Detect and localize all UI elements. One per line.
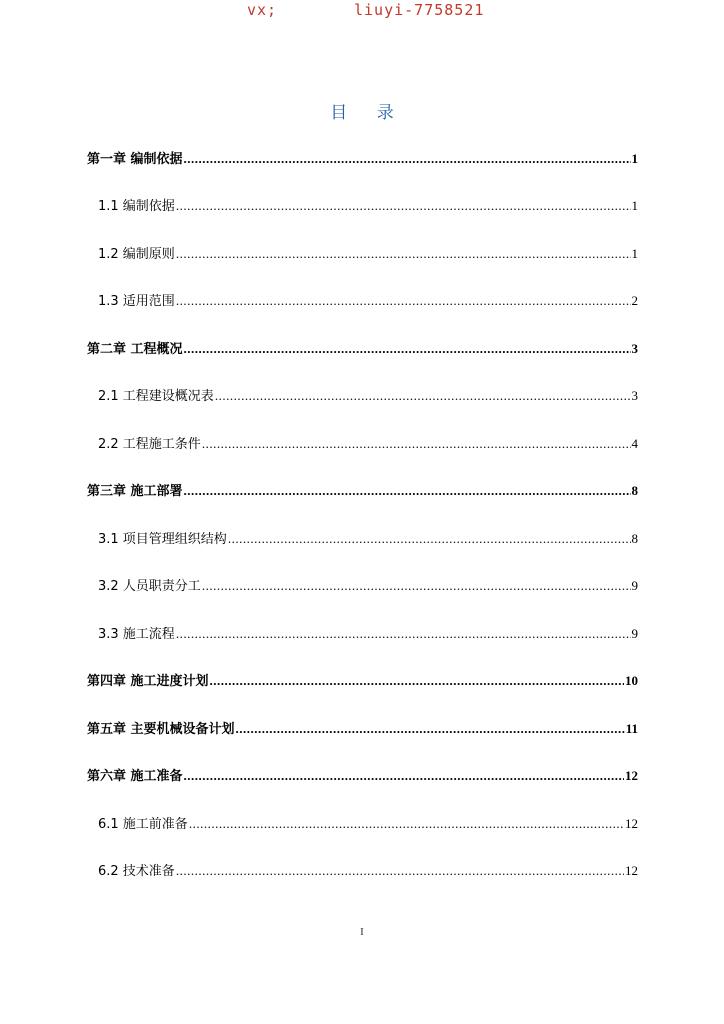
toc-entry-page: 1	[631, 198, 638, 213]
toc-entry[interactable]	[87, 151, 638, 168]
toc-entry-label: 3.2 人员职责分工	[98, 579, 201, 594]
toc-leader-dots	[176, 246, 631, 262]
toc-leader-dots	[184, 341, 631, 357]
toc-entry[interactable]	[98, 198, 638, 215]
toc-entry[interactable]	[98, 816, 638, 833]
toc-leader-dots	[176, 293, 631, 309]
toc-entry-page: 10	[625, 673, 638, 688]
toc-entry-label: 3.3 施工流程	[98, 627, 175, 642]
toc-entry-label: 第六章 施工准备	[87, 769, 183, 784]
toc-entry-label: 1.2 编制原则	[98, 247, 175, 262]
toc-entry-label: 6.1 施工前准备	[98, 817, 188, 832]
toc-entry-page: 3	[631, 341, 638, 356]
toc-entry[interactable]	[98, 388, 638, 405]
toc-entry-page: 8	[631, 531, 638, 546]
toc-entry[interactable]	[87, 721, 638, 738]
toc-leader-dots	[228, 531, 631, 547]
toc-entry-label: 第四章 施工进度计划	[87, 674, 209, 689]
toc-leader-dots	[176, 198, 631, 214]
toc-entry[interactable]	[98, 626, 638, 643]
toc-entry[interactable]	[98, 246, 638, 263]
toc-leader-dots	[184, 483, 631, 499]
toc-leader-dots	[202, 578, 631, 594]
toc-leader-dots	[210, 673, 624, 689]
toc-entry[interactable]	[98, 531, 638, 548]
toc-entry[interactable]	[98, 578, 638, 595]
toc-leader-dots	[184, 768, 624, 784]
toc-entry-label: 2.1 工程建设概况表	[98, 389, 214, 404]
toc-entry[interactable]	[87, 483, 638, 500]
toc-entry-label: 第五章 主要机械设备计划	[87, 722, 235, 737]
toc-entry-page: 12	[625, 768, 638, 783]
toc-entry[interactable]	[98, 436, 638, 453]
toc-entry-page: 9	[631, 626, 638, 641]
toc-entry-label: 第一章 编制依据	[87, 152, 183, 167]
toc-entry-label: 1.3 适用范围	[98, 294, 175, 309]
toc-entry-label: 2.2 工程施工条件	[98, 437, 201, 452]
toc-entry[interactable]	[87, 341, 638, 358]
toc-entry[interactable]	[98, 293, 638, 310]
toc-entry-label: 3.1 项目管理组织结构	[98, 532, 227, 547]
toc-entry-page: 11	[625, 721, 638, 736]
toc-entry-page: 9	[631, 578, 638, 593]
toc-leader-dots	[215, 388, 631, 404]
toc-entry-page: 4	[631, 436, 638, 451]
watermark-right: liuyi-7758521	[354, 1, 485, 19]
toc-title: 目 录	[330, 103, 406, 123]
toc-entry-page: 12	[625, 816, 638, 831]
toc-entry-label: 1.1 编制依据	[98, 199, 175, 214]
watermark-left: vx;	[247, 1, 278, 19]
toc-leader-dots	[176, 626, 631, 642]
toc-entry[interactable]	[87, 768, 638, 785]
toc-leader-dots	[202, 436, 631, 452]
toc-entry-label: 第三章 施工部署	[87, 484, 183, 499]
watermark	[0, 0, 724, 22]
toc-leader-dots	[236, 721, 625, 737]
toc-entry-page: 3	[631, 388, 638, 403]
toc-entry[interactable]	[87, 673, 638, 690]
page-number: I	[360, 926, 364, 938]
toc-entry-page: 2	[631, 293, 638, 308]
toc-leader-dots	[189, 816, 624, 832]
toc-leader-dots	[184, 151, 631, 167]
toc-entry-page: 1	[631, 246, 638, 261]
toc-entry-label: 6.2 技术准备	[98, 864, 175, 879]
toc-entry-page: 12	[625, 863, 638, 878]
toc-entry-page: 1	[631, 151, 638, 166]
toc-entry[interactable]	[98, 863, 638, 880]
toc-entry-page: 8	[631, 483, 638, 498]
toc-entry-label: 第二章 工程概况	[87, 342, 183, 357]
toc-leader-dots	[176, 863, 624, 879]
